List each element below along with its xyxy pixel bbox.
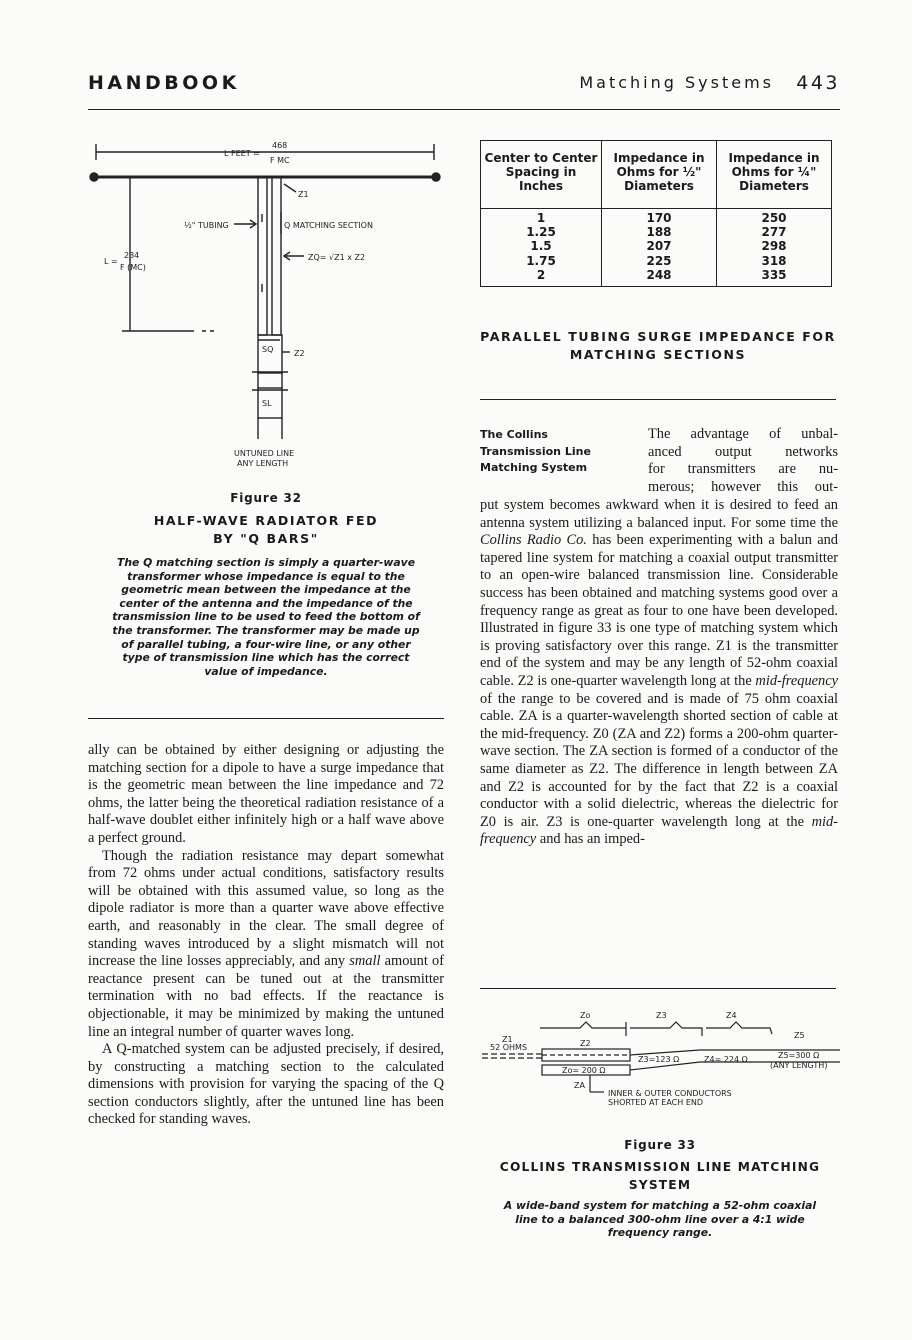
z1-value: 52 OHMS — [490, 1043, 528, 1052]
section-title: Matching Systems — [579, 73, 774, 92]
left-rule — [88, 718, 444, 719]
collins-lead: The advantage of unbal- anced output networks for transmitters are nu- merous; however this out- — [648, 426, 838, 495]
z1-label-33: Z1 — [502, 1035, 513, 1044]
z3-value: Z3=123 Ω — [638, 1055, 680, 1064]
figure-32-title — [88, 512, 444, 548]
q-tube-right — [272, 177, 281, 335]
figure-32-caption: The Q matching section is simply a quarter-wave transformer whose impedance is equal to the geometric mean between the impedance at the center of the antenna and the impedance of the transmission line to be used to feed the bottom of the transformer. The transformer may be made up of parallel tubing, a four-wire line, or any other type of transmission line which has the correct value of impedance. — [112, 556, 420, 678]
any-length-label: ANY LENGTH — [237, 459, 289, 468]
small-emphasis: small — [349, 953, 381, 970]
collins-radio: Collins Radio Co. — [480, 532, 587, 549]
zq-label: ZQ= √Z1 x Z2 — [308, 253, 366, 262]
table-col-quarter-inch: 250 277 298 318 335 — [717, 209, 832, 287]
mid-frequency-1: mid-frequency — [755, 672, 838, 689]
figure-33-number: Figure 33 — [624, 1138, 696, 1152]
table-col-half-inch: 170 188 207 225 248 — [602, 209, 717, 287]
page-number: 443 — [796, 72, 840, 94]
figure-33-diagram — [480, 1006, 840, 1114]
z1-label: Z1 — [298, 190, 309, 199]
l-den: F (MC) — [120, 263, 146, 272]
figure-32-number: Figure 32 — [230, 491, 302, 505]
figure-32-title-line1: HALF-WAVE RADIATOR FED — [153, 513, 379, 528]
figure-32-diagram — [84, 134, 464, 474]
table-header-spacing: Center to Center Spacing in Inches — [481, 141, 602, 209]
table-header-half-inch: Impedance in Ohms for ½" Diameters — [602, 141, 717, 209]
note-line2: SHORTED AT EACH END — [608, 1098, 704, 1107]
left-paragraph-1: ally can be obtained by either designing or adjusting the matching section for a dipole to have a surge impedance that is the geometric mean between the line impedance and 72 ohms, the latter being the theoretical radiation resistance of a half-wave doublet either infinitely high or a half wave above a perfect ground. — [88, 742, 444, 846]
untuned-line-label: UNTUNED LINE — [234, 449, 295, 458]
figure-32-title-line2: BY "Q BARS" — [213, 531, 319, 546]
l-feet-num: 468 — [272, 141, 288, 150]
za-label: ZA — [574, 1081, 585, 1090]
left-paragraph-2: Though the radiation resistance may depart somewhat from 72 ohms under actual conditions, satisfactory results will be obtained with this assumed value, so long as the dipole radiator is more than a quarter wave above effective earth, and reasonably in the clear. The small degree of standing waves introduced by a slight mismatch will not increase the line losses appreciably, and any small amount of reactance present can be tuned out at the transmitter termination with no bad effects. If the reactance is objectionable, it may be minimized by making the untuned line an integral number of quarter waves long. — [88, 847, 444, 1040]
collins-sidehead: The Collins Transmission Line Matching System — [480, 428, 591, 474]
handbook-title: HANDBOOK — [88, 72, 240, 94]
l-feet-den: F MC — [270, 156, 290, 165]
collins-body: put system becomes awkward when it is desired to feed an antenna system utilizing a balanced input. For some time the Collins Radio Co. has been experimenting with a balun and tapered line system for matching a coaxial output transmitter to an open-wire balanced transmission line. Considerable success has been obtained and matching systems good over a frequency range as great as four to one have been developed. Illustrated in figure 33 is one type of matching system which is proving satisfactory over this range. Z1 is the transmitter end of the system and may be any length of 52-ohm coaxial cable. Z2 is one-quarter wavelength long at the mid-frequency of the range to be covered and is made of 75 ohm coaxial cable. ZA is a quarter-wavelength shorted section of cable at the mid-frequency. Z0 (ZA and Z2) forms a 200-ohm quarter-wave section. The ZA section is formed of a conductor of the same diameter as Z2. The difference in length between ZA and Z2 is accounted for by the fact that Z2 is a coaxial conductor with a solid dielectric, whereas the dielectric for Z0 is air. Z3 is one-quarter wavelength long at the mid-frequency and has an imped- — [480, 497, 839, 848]
figure-33-title-line2: SYSTEM — [628, 1178, 692, 1192]
z5-label: Z5 — [794, 1031, 805, 1040]
z2-label-33: Z2 — [580, 1039, 591, 1048]
table-caption-line2: MATCHING SECTIONS — [569, 347, 747, 362]
tubing-label: ½" TUBING — [184, 221, 229, 230]
sq-label: SQ — [262, 345, 274, 354]
z3-label: Z3 — [656, 1011, 667, 1020]
z2-label: Z2 — [294, 349, 305, 358]
sl-label: SL — [262, 399, 272, 408]
left-paragraph-3: A Q-matched system can be adjusted precisely, if desired, by constructing a matching section to the calculated dimensions with provision for varying the spacing of the Q section conductors slightly, after the untuned line has been checked for standing waves. — [88, 1041, 444, 1128]
figure-33-title — [480, 1158, 840, 1194]
q-section-label: Q MATCHING SECTION — [284, 221, 373, 230]
left-column-text — [88, 742, 444, 1129]
l-feet-label: L FEET = — [224, 149, 260, 158]
z0-label: Zo — [580, 1011, 591, 1020]
q-tube-left — [258, 177, 267, 335]
figure-33-title-line1: COLLINS TRANSMISSION LINE MATCHING — [499, 1160, 821, 1174]
right-rule-2 — [480, 988, 836, 989]
sq-box — [258, 335, 282, 373]
note-line1: INNER & OUTER CONDUCTORS — [608, 1089, 732, 1098]
table-caption — [480, 328, 836, 364]
right-rule-1 — [480, 399, 836, 400]
table-header-quarter-inch: Impedance in Ohms for ¼" Diameters — [717, 141, 832, 209]
header-rule — [88, 109, 840, 110]
running-head — [88, 72, 840, 96]
figure-33-caption: A wide-band system for matching a 52-ohm coaxial line to a balanced 300-ohm line over a 4:1 wide frequency range. — [503, 1199, 817, 1240]
z0-value: Zo= 200 Ω — [562, 1066, 606, 1075]
table-col-spacing: 1 1.25 1.5 1.75 2 — [481, 209, 602, 287]
impedance-table — [480, 140, 832, 287]
l-num: 234 — [124, 251, 140, 260]
mid-frequency-2: mid-frequency — [480, 813, 838, 848]
z4-label: Z4 — [726, 1011, 737, 1020]
z5-any-length: (ANY LENGTH) — [770, 1061, 828, 1070]
l-label: L = — [104, 257, 118, 266]
impedance-table-wrap — [480, 140, 832, 287]
table-caption-line1: PARALLEL TUBING SURGE IMPEDANCE FOR — [480, 329, 836, 344]
z5-value: Z5=300 Ω — [778, 1051, 820, 1060]
z4-value: Z4= 224 Ω — [704, 1055, 748, 1064]
